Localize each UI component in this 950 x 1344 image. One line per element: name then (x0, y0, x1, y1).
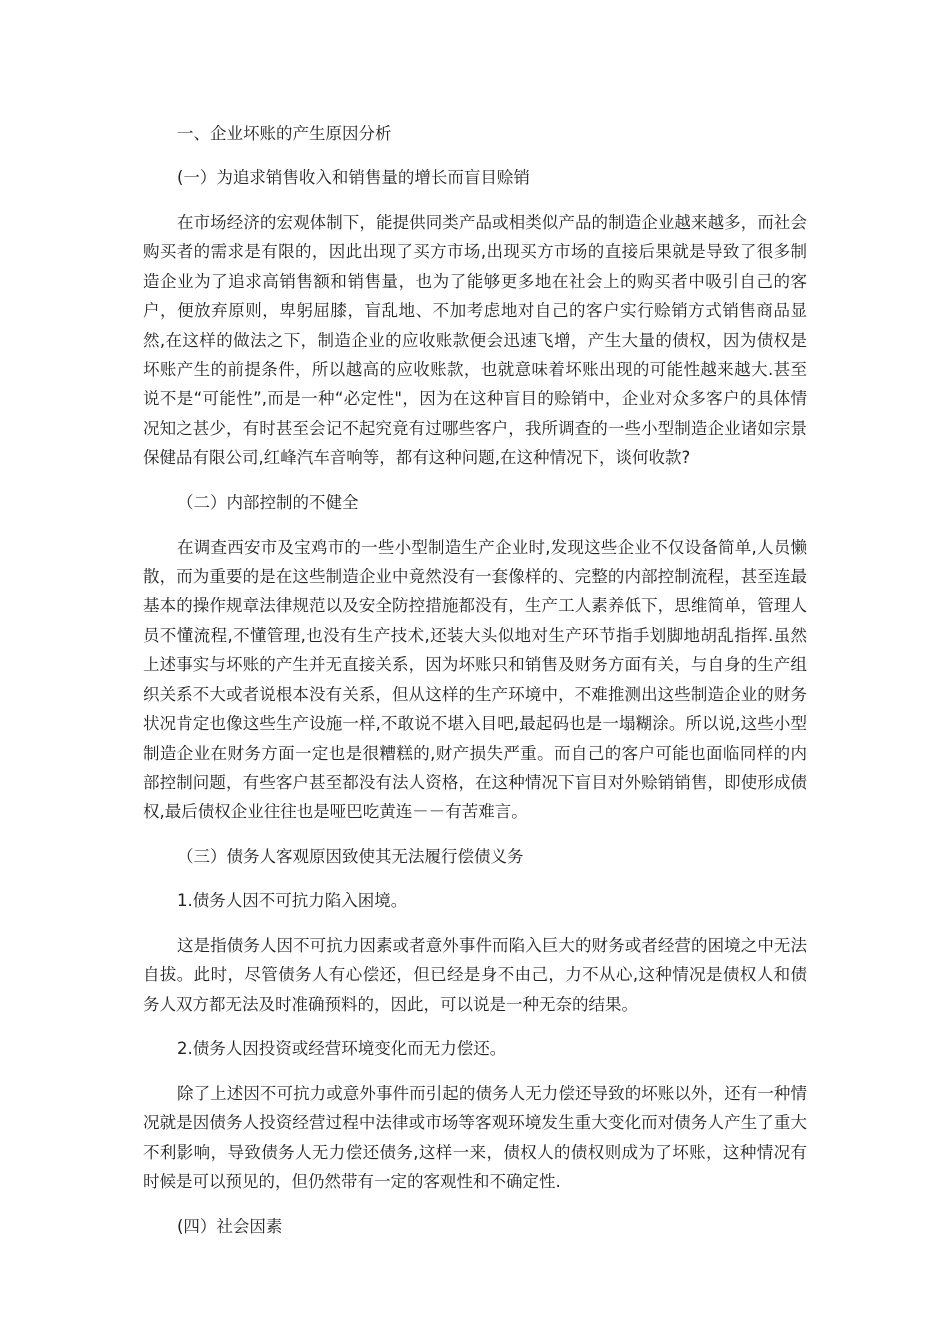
body-paragraph: 在市场经济的宏观体制下，能提供同类产品或相类似产品的制造企业越来越多，而社会购买者的需求是有限的，因此出现了买方市场,出现买方市场的直接后果就是导致了很多制造企业为了追求高销售额和销售量，也为了能够更多地在社会上的购买者中吸引自己的客户，便放弃原则，卑躬屈膝，盲乱地、不加考虑地对自己的客户实行赊销方式销售商品显然,在这样的做法之下，制造企业的应收账款便会迅速飞增，产生大量的债权，因为债权是坏账产生的前提条件，所以越高的应收账款，也就意味着坏账出现的可能性越来越大.甚至说不是“可能性”,而是一种“必定性"，因为在这种盲目的赊销中，企业对众多客户的具体情况知之甚少，有时甚至会记不起究竟有过哪些客户，我所调查的一些小型制造企业诸如宗景保健品有限公司,红峰汽车音响等，都有这种问题,在这种情况下，谈何收款? (143, 213, 807, 468)
subsection-heading-3: （三）债务人客观原因致使其无法履行偿债义务 (177, 846, 524, 866)
subsection-heading-2: （二）内部控制的不健全 (177, 492, 359, 512)
body-paragraph: 这是指债务人因不可抗力因素或者意外事件而陷入巨大的财务或者经营的困境之中无法自拔。此时，尽管债务人有心偿还，但已经是身不由己，力不从心,这种情况是债权人和债务人双方都无法及时准确预料的，因此，可以说是一种无奈的结果。 (143, 935, 807, 1014)
subsection-heading-4: (四）社会因素 (177, 1216, 283, 1236)
body-paragraph: 在调查西安市及宝鸡市的一些小型制造生产企业时,发现这些企业不仅设备简单,人员懒散，而为重要的是在这些制造企业中竟然没有一套像样的、完整的内部控制流程，甚至连最基本的操作规章法律规范以及安全防控措施都没有，生产工人素养低下，思维简单，管理人员不懂流程,不懂管理,也没有生产技术,还装大头似地对生产环节指手划脚地胡乱指挥.虽然上述事实与坏账的产生并无直接关系，因为坏账只和销售及财务方面有关，与自身的生产组织关系不大或者说根本没有关系，但从这样的生产环境中，不难推测出这些制造企业的财务状况肯定也像这些生产设施一样,不敢说不堪入目吧,最起码也是一塌糊涂。所以说,这些小型制造企业在财务方面一定也是很糟糕的,财产损失严重。而自己的客户可能也面临同样的内部控制问题，有些客户甚至都没有法人资格，在这种情况下盲目对外赊销销售，即使形成债权,最后债权企业往往也是哑巴吃黄连－－有苦难言。 (143, 537, 807, 822)
section-title: 一、企业坏账的产生原因分析 (177, 124, 392, 143)
document-body (143, 120, 807, 1257)
numbered-heading-1: 1.债务人因不可抗力陷入困境。 (177, 890, 408, 910)
subsection-heading-1: (一）为追求销售收入和销售量的增长而盲目赊销 (177, 168, 530, 187)
numbered-heading-2: 2.债务人因投资或经营环境变化而无力偿还。 (177, 1038, 507, 1058)
body-paragraph: 除了上述因不可抗力或意外事件而引起的债务人无力偿还导致的坏账以外，还有一种情况就是因债务人投资经营过程中法律或市场等客观环境发生重大变化而对债务人产生了重大不利影响，导致债务人无力偿还债务,这样一来，债权人的债权则成为了坏账，这种情况有时候是可以预见的，但仍然带有一定的客观性和不确定性. (143, 1083, 807, 1192)
